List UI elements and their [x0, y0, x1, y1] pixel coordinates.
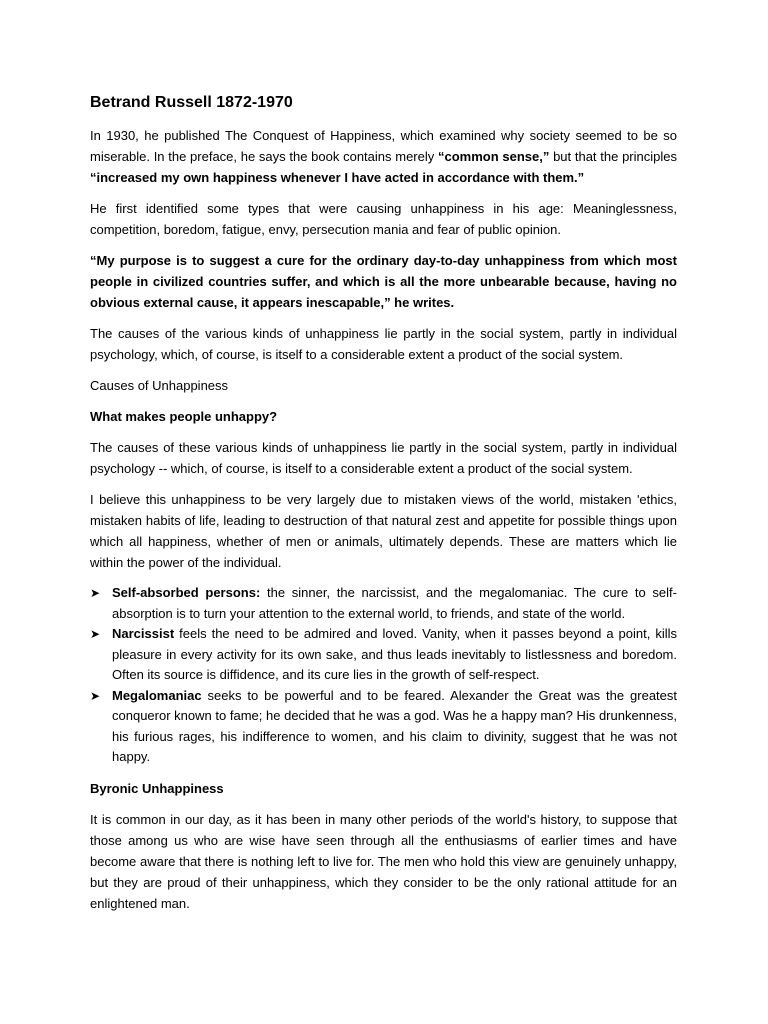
bullet-text: seeks to be powerful and to be feared. Alexander the Great was the greatest conqueror known to fame; he decided that he was a god. Was he a happy man? His drunkenness, his furious rages, his indifference to women, and his claim to divinity, suggest that he was not happy.	[112, 687, 677, 764]
paragraph-causes-2: The causes of these various kinds of unhappiness lie partly in the social system, partly in individual psychology -- which, of course, is itself to a considerable extent a product of the social system.	[90, 440, 677, 476]
intro-quote-principles: “increased my own happiness whenever I have acted in accordance with them.”	[90, 170, 585, 185]
bullet-text: feels the need to be admired and loved. Vanity, when it passes beyond a point, kills pleasure in every activity for its own sake, and thus leads inevitably to listlessness and boredom. Often its source is diffidence, and its cure lies in the growth of self-respect.	[112, 626, 677, 682]
arrow-bullet-icon: ➤	[90, 586, 101, 600]
bullet-text: the sinner, the narcissist, and the megalomaniac. The cure to self-absorption is to turn your attention to the external world, to friends, and state of the world.	[112, 585, 677, 621]
arrow-bullet-icon: ➤	[90, 627, 101, 641]
bullet-term: Narcissist	[112, 626, 175, 641]
arrow-bullet-icon: ➤	[90, 688, 101, 703]
bullet-term: Self-absorbed persons:	[112, 585, 261, 600]
list-item	[90, 686, 677, 768]
paragraph-belief: I believe this unhappiness to be very largely due to mistaken views of the world, mistaken 'ethics, mistaken habits of life, leading to destruction of that natural zest and appetite for possible things upon which all happiness, whether of men or animals, ultimately depends. These are matters which lie within the power of the individual.	[90, 492, 677, 570]
paragraph-purpose-quote: “My purpose is to suggest a cure for the ordinary day-to-day unhappiness from which most people in civilized countries suffer, and which is all the more unbearable because, having no obvious external cause, it appears inescapable,” he writes.	[90, 253, 677, 310]
bullet-term: Megalomaniac	[112, 687, 202, 703]
intro-text: In 1930, he published The Conquest of Happiness, which examined why society seemed to be so miserable. In the preface, he says the book contains merely	[90, 128, 677, 164]
list-item	[90, 624, 677, 686]
list-item	[90, 583, 677, 624]
document-page	[90, 92, 677, 924]
paragraph-intro	[90, 125, 677, 188]
heading-byronic-unhappiness: Byronic Unhappiness	[90, 780, 224, 796]
paragraph-types: He first identified some types that were causing unhappiness in his age: Meaninglessness, competition, boredom, fatigue, envy, persecution mania and fear of public opinion.	[90, 201, 677, 237]
page-title: Betrand Russell 1872-1970	[90, 94, 293, 111]
paragraph-byronic: It is common in our day, as it has been in many other periods of the world's history, to suppose that those among us who are wise have seen through all the enthusiasms of earlier times and have become aware that there is nothing left to live for. The men who hold this view are genuinely unhappy, but they are proud of their unhappiness, which they consider to be the only rational attitude for an enlightened man.	[90, 811, 677, 911]
intro-text-cont: but that the principles	[549, 149, 677, 164]
bullet-list	[90, 583, 677, 768]
heading-causes-of-unhappiness: Causes of Unhappiness	[90, 378, 229, 393]
paragraph-causes: The causes of the various kinds of unhappiness lie partly in the social system, partly in individual psychology, which, of course, is itself to a considerable extent a product of the social system.	[90, 326, 677, 362]
heading-what-makes-unhappy: What makes people unhappy?	[90, 409, 278, 424]
intro-quote-common-sense: “common sense,”	[437, 149, 550, 164]
